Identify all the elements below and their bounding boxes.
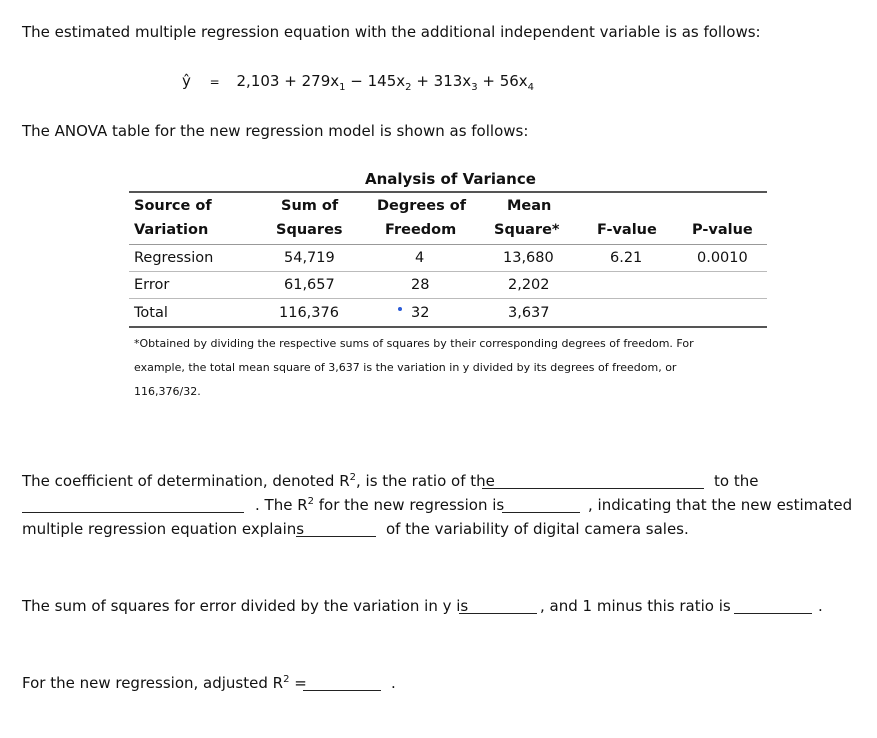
term-x1: $279x_1$: [301, 72, 346, 93]
header-ss-2: Squares: [276, 222, 343, 238]
row-regression-p: 0.0010: [697, 250, 748, 266]
operator-3: +: [416, 72, 429, 90]
row-rule-2: [129, 298, 767, 299]
q1-blank-numerator[interactable]: [482, 474, 704, 489]
q1-line1-end: to the: [714, 472, 759, 490]
term-x3: $313x_3$: [433, 72, 478, 93]
header-df-1: Degrees of: [377, 198, 467, 214]
row-regression-df: 4: [415, 250, 425, 266]
equals-sign: =: [209, 75, 220, 89]
q3-blank-adjusted-r-squared[interactable]: [303, 676, 381, 691]
q2-blank-one-minus[interactable]: [734, 599, 812, 614]
row-error-df: 28: [411, 277, 430, 293]
y-hat-symbol: ŷ: [182, 72, 191, 90]
intro-text: The estimated multiple regression equation with the additional independent variable is as follows:: [22, 23, 761, 41]
header-p-value: P-value: [692, 222, 753, 238]
q3-period: .: [391, 674, 396, 692]
operator-2: −: [350, 72, 363, 90]
term-x4: $56x_4$: [499, 72, 535, 93]
row-total-source: Total: [134, 305, 168, 321]
cursor-dot: [398, 307, 402, 311]
operator-4: +: [482, 72, 495, 90]
row-error-ms: 2,202: [508, 277, 550, 293]
table-title: Analysis of Variance: [365, 170, 536, 188]
q2-text: The sum of squares for error divided by the variation in y is: [22, 597, 469, 615]
q1-line3-text: multiple regression equation explains: [22, 520, 305, 538]
header-ms-1: Mean: [507, 198, 552, 214]
row-regression-f: 6.21: [610, 250, 643, 266]
row-total-ms: 3,637: [508, 305, 550, 321]
row-regression-ss: 54,719: [284, 250, 335, 266]
q2-period: .: [818, 597, 823, 615]
q1-blank-denominator[interactable]: [22, 498, 244, 513]
row-total-ss: 116,376: [279, 305, 339, 321]
footnote-line-3: 116,376/32.: [134, 385, 201, 398]
header-rule: [129, 244, 767, 245]
anova-intro: The ANOVA table for the new regression model is shown as follows:: [22, 122, 529, 140]
header-source-2: Variation: [134, 222, 209, 238]
header-ss-1: Sum of: [281, 198, 339, 214]
row-regression-source: Regression: [134, 250, 214, 266]
q1-blank-r-squared[interactable]: [502, 498, 580, 513]
q2-text-2: , and 1 minus this ratio is: [540, 597, 731, 615]
q1-line1-text: The coefficient of determination, denoted $R^2$, is the ratio of the: [22, 472, 495, 490]
header-ms-2: Square*: [494, 222, 560, 238]
row-regression-ms: 13,680: [503, 250, 554, 266]
constant-term: 2,103: [236, 72, 280, 90]
table-bottom-rule: [129, 326, 767, 328]
header-source-1: Source of: [134, 198, 212, 214]
header-f-value: F-value: [597, 222, 657, 238]
regression-equation: [182, 72, 534, 93]
row-rule-1: [129, 271, 767, 272]
row-error-source: Error: [134, 277, 170, 293]
q1-line2-text: . The $R^2$ for the new regression is: [255, 496, 505, 514]
term-x2: $145x_2$: [367, 72, 412, 93]
footnote-line-2: example, the total mean square of 3,637 is the variation in y divided by its degrees of freedom, or: [134, 361, 677, 374]
q3-text: For the new regression, adjusted $R^2$ =: [22, 674, 307, 692]
row-total-df: 32: [411, 305, 430, 321]
q1-line2-end: , indicating that the new estimated: [588, 496, 853, 514]
operator-1: +: [284, 72, 297, 90]
q2-blank-ratio[interactable]: [459, 599, 537, 614]
footnote-line-1: *Obtained by dividing the respective sums of squares by their corresponding degrees of freedom. For: [134, 337, 694, 350]
q1-line3-end: of the variability of digital camera sales.: [386, 520, 689, 538]
table-top-rule: [129, 191, 767, 193]
header-df-2: Freedom: [385, 222, 457, 238]
q1-blank-percent[interactable]: [296, 522, 376, 537]
row-error-ss: 61,657: [284, 277, 335, 293]
